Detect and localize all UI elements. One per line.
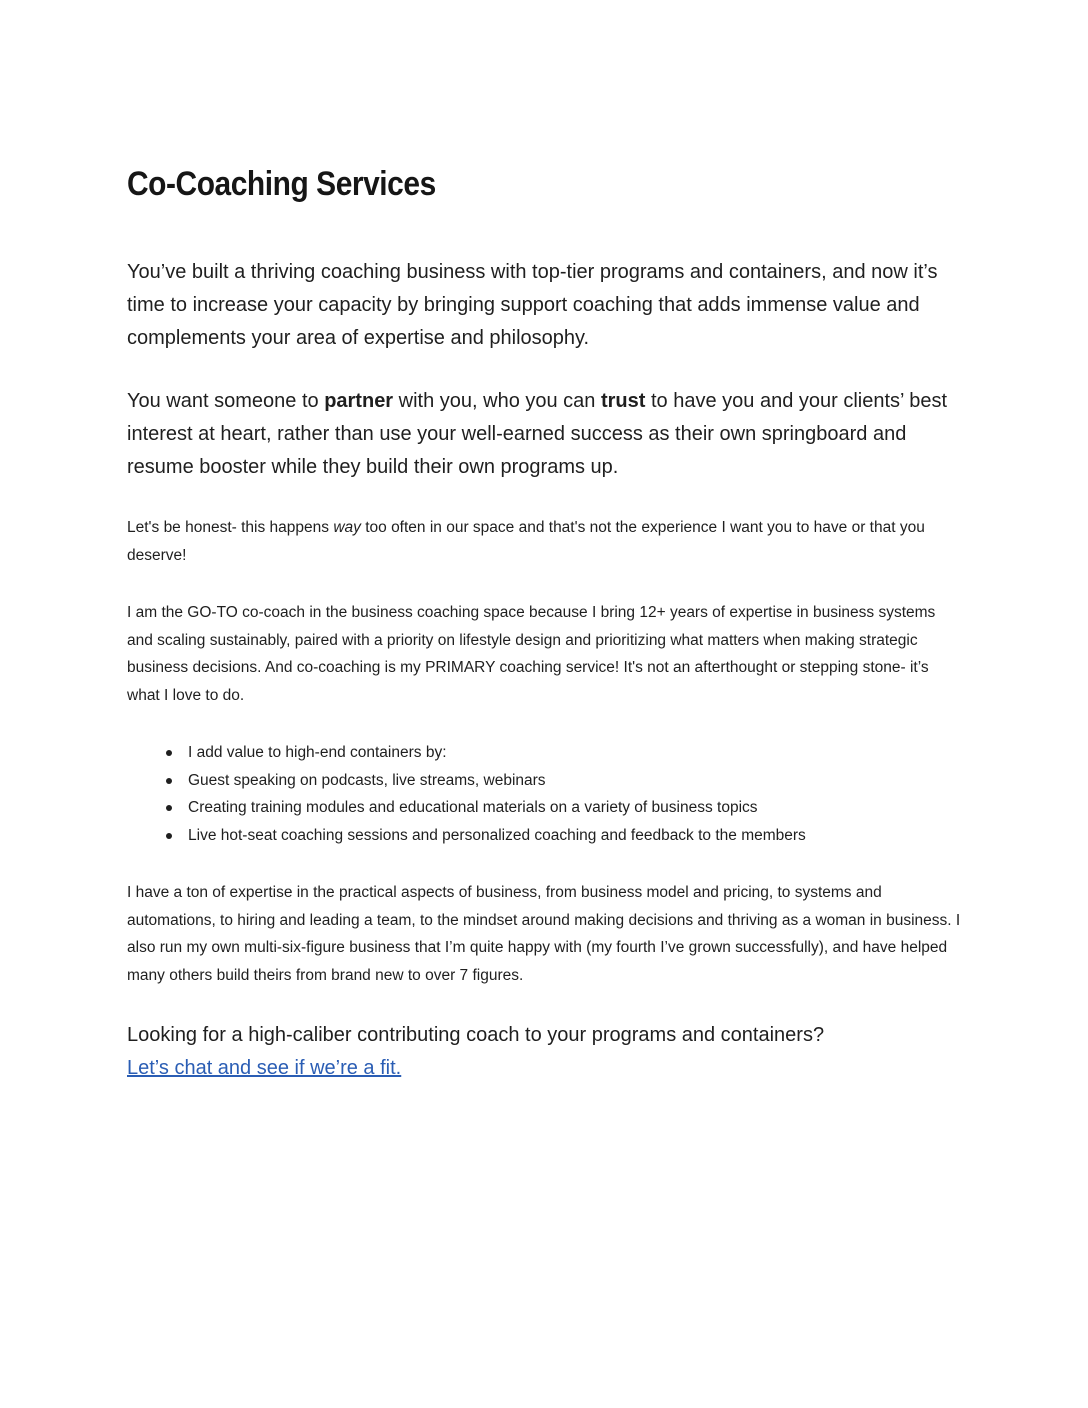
honest-run-1: Let's be honest- this happens: [127, 519, 334, 536]
paragraph-goto-coach-text: I am the GO-TO co-coach in the business coaching space because I bring 12+ years of expertise in business systems and scaling sustainably, paired with a priority on lifestyle design and prioritizing what matters when making strategic business decisions. And co-coaching is my PRIMARY coaching service! It's not an afterthought or stepping stone- it’s what I love to do.: [127, 604, 936, 704]
list-item: Guest speaking on podcasts, live streams, webinars: [127, 767, 961, 795]
honest-italic-word: way: [333, 519, 361, 536]
partner-bold-word: partner: [324, 390, 394, 412]
trust-bold-word: trust: [600, 390, 646, 412]
list-item: Live hot-seat coaching sessions and personalized coaching and feedback to the members: [127, 822, 961, 850]
paragraph-cta: [127, 1019, 961, 1085]
paragraph-intro-text: You’ve built a thriving coaching business with top-tier programs and containers, and now it’s time to increase your capacity by bringing support coaching that adds immense value and complements your area of expertise and philosophy.: [127, 261, 938, 349]
partner-run-2: with you, who you can: [393, 390, 601, 412]
paragraph-goto-coach: [127, 599, 961, 709]
paragraph-honest: [127, 514, 961, 569]
paragraph-intro: [127, 256, 961, 355]
list-item: Creating training modules and educational materials on a variety of business topics: [127, 794, 961, 822]
paragraph-expertise: [127, 879, 961, 989]
value-bullet-list: [127, 739, 961, 849]
lets-chat-link[interactable]: Let’s chat and see if we’re a fit.: [127, 1057, 402, 1079]
partner-run-1: You want someone to: [127, 390, 325, 412]
paragraph-partner-trust: [127, 385, 961, 484]
partner-run-3: to have you and your clients’ best interest at heart, rather than use your well-earned success as their own springboard and resume booster while they build their own programs up.: [127, 390, 948, 478]
page-title: Co-Coaching Services: [127, 165, 436, 203]
honest-run-2: too often in our space and that's not the experience I want you to have or that you deserve!: [127, 519, 925, 564]
list-item: I add value to high-end containers by:: [127, 739, 961, 767]
cta-question-text: Looking for a high-caliber contributing coach to your programs and containers?: [127, 1024, 825, 1046]
paragraph-expertise-text: I have a ton of expertise in the practical aspects of business, from business model and pricing, to systems and automations, to hiring and leading a team, to the mindset around making decisions and thriving as a woman in business. I also run my own multi-six-figure business that I’m quite happy with (my fourth I’ve grown successfully), and have helped many others build theirs from brand new to over 7 figures.: [127, 884, 961, 984]
